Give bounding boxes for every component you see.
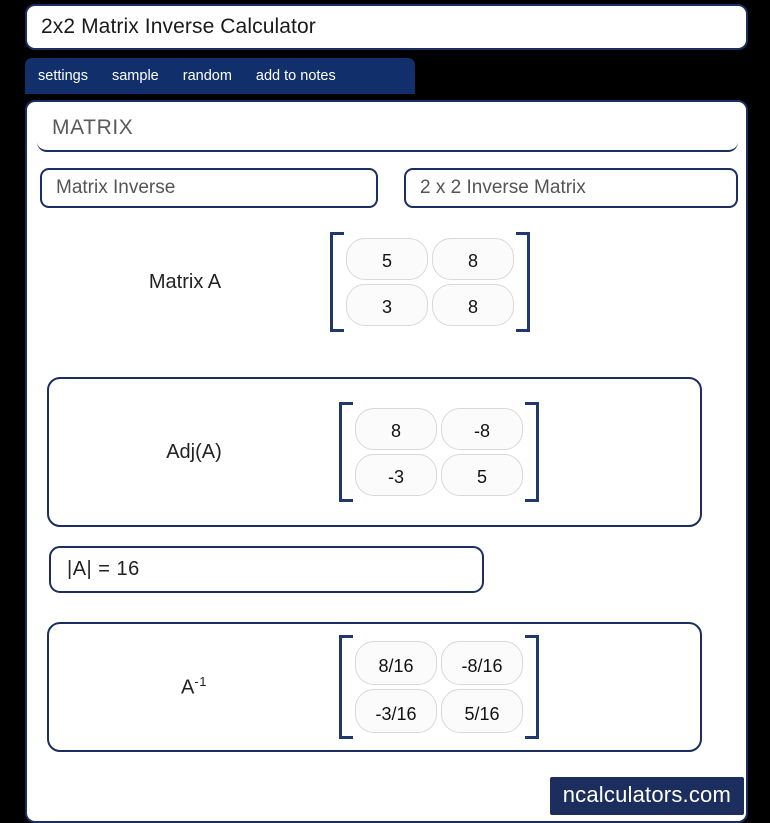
- window-title-bar: [25, 4, 748, 50]
- matrix-a-cell-r2c1[interactable]: 3: [346, 284, 428, 326]
- adjugate-cell-r2c1: -3: [355, 454, 437, 496]
- adjugate-label: Adj(A): [166, 440, 222, 463]
- adjugate-widget: [339, 402, 539, 502]
- nav-item-settings[interactable]: settings: [38, 68, 88, 84]
- determinant-text: |A| = 16: [67, 558, 140, 580]
- inverse-widget: [339, 635, 539, 739]
- inverse-label-exponent: -1: [194, 674, 207, 690]
- inverse-label-base: A: [181, 676, 195, 699]
- bracket-right-icon: [525, 402, 539, 502]
- calculator-mode-value: 2 x 2 Inverse Matrix: [420, 177, 586, 198]
- adjugate-panel: [47, 377, 702, 527]
- matrix-a-widget: [330, 232, 530, 332]
- inverse-panel: [47, 622, 702, 752]
- nav-bar: [25, 58, 415, 94]
- bracket-left-icon: [339, 402, 353, 502]
- site-logo-text: ncalculators.com: [562, 782, 731, 807]
- inverse-grid: [355, 641, 523, 733]
- bracket-right-icon: [516, 232, 530, 332]
- matrix-a-label: Matrix A: [148, 270, 222, 293]
- matrix-a-cell-r1c1[interactable]: 5: [346, 238, 428, 280]
- matrix-a-cell-r1c2[interactable]: 8: [432, 238, 514, 280]
- adjugate-grid: [355, 408, 523, 496]
- nav-item-sample[interactable]: sample: [111, 68, 159, 84]
- page-title: 2x2 Matrix Inverse Calculator: [41, 15, 316, 38]
- inverse-cell-r2c2: 5/16: [441, 689, 523, 733]
- bracket-left-icon: [339, 635, 353, 739]
- matrix-section-header-label: MATRIX: [52, 116, 134, 139]
- site-logo: [550, 777, 744, 815]
- adjugate-cell-r1c1: 8: [355, 408, 437, 450]
- inverse-cell-r1c1: 8/16: [355, 641, 437, 685]
- determinant-panel: [49, 546, 484, 593]
- nav-item-random[interactable]: random: [182, 68, 232, 84]
- calculator-type-value: Matrix Inverse: [56, 177, 176, 198]
- calculator-mode-field[interactable]: [404, 168, 738, 208]
- matrix-a-grid: [346, 238, 514, 326]
- nav-item-add-to-notes[interactable]: add to notes: [255, 68, 336, 84]
- inverse-cell-r1c2: -8/16: [441, 641, 523, 685]
- inverse-cell-r2c1: -3/16: [355, 689, 437, 733]
- bracket-right-icon: [525, 635, 539, 739]
- content-card: [25, 100, 748, 823]
- adjugate-cell-r2c2: 5: [441, 454, 523, 496]
- inverse-label: [49, 674, 339, 700]
- matrix-a-row: [40, 226, 600, 338]
- matrix-a-cell-r2c2[interactable]: 8: [432, 284, 514, 326]
- adjugate-cell-r1c2: -8: [441, 408, 523, 450]
- matrix-section-header: [37, 106, 738, 152]
- bracket-left-icon: [330, 232, 344, 332]
- calculator-type-field[interactable]: [40, 168, 378, 208]
